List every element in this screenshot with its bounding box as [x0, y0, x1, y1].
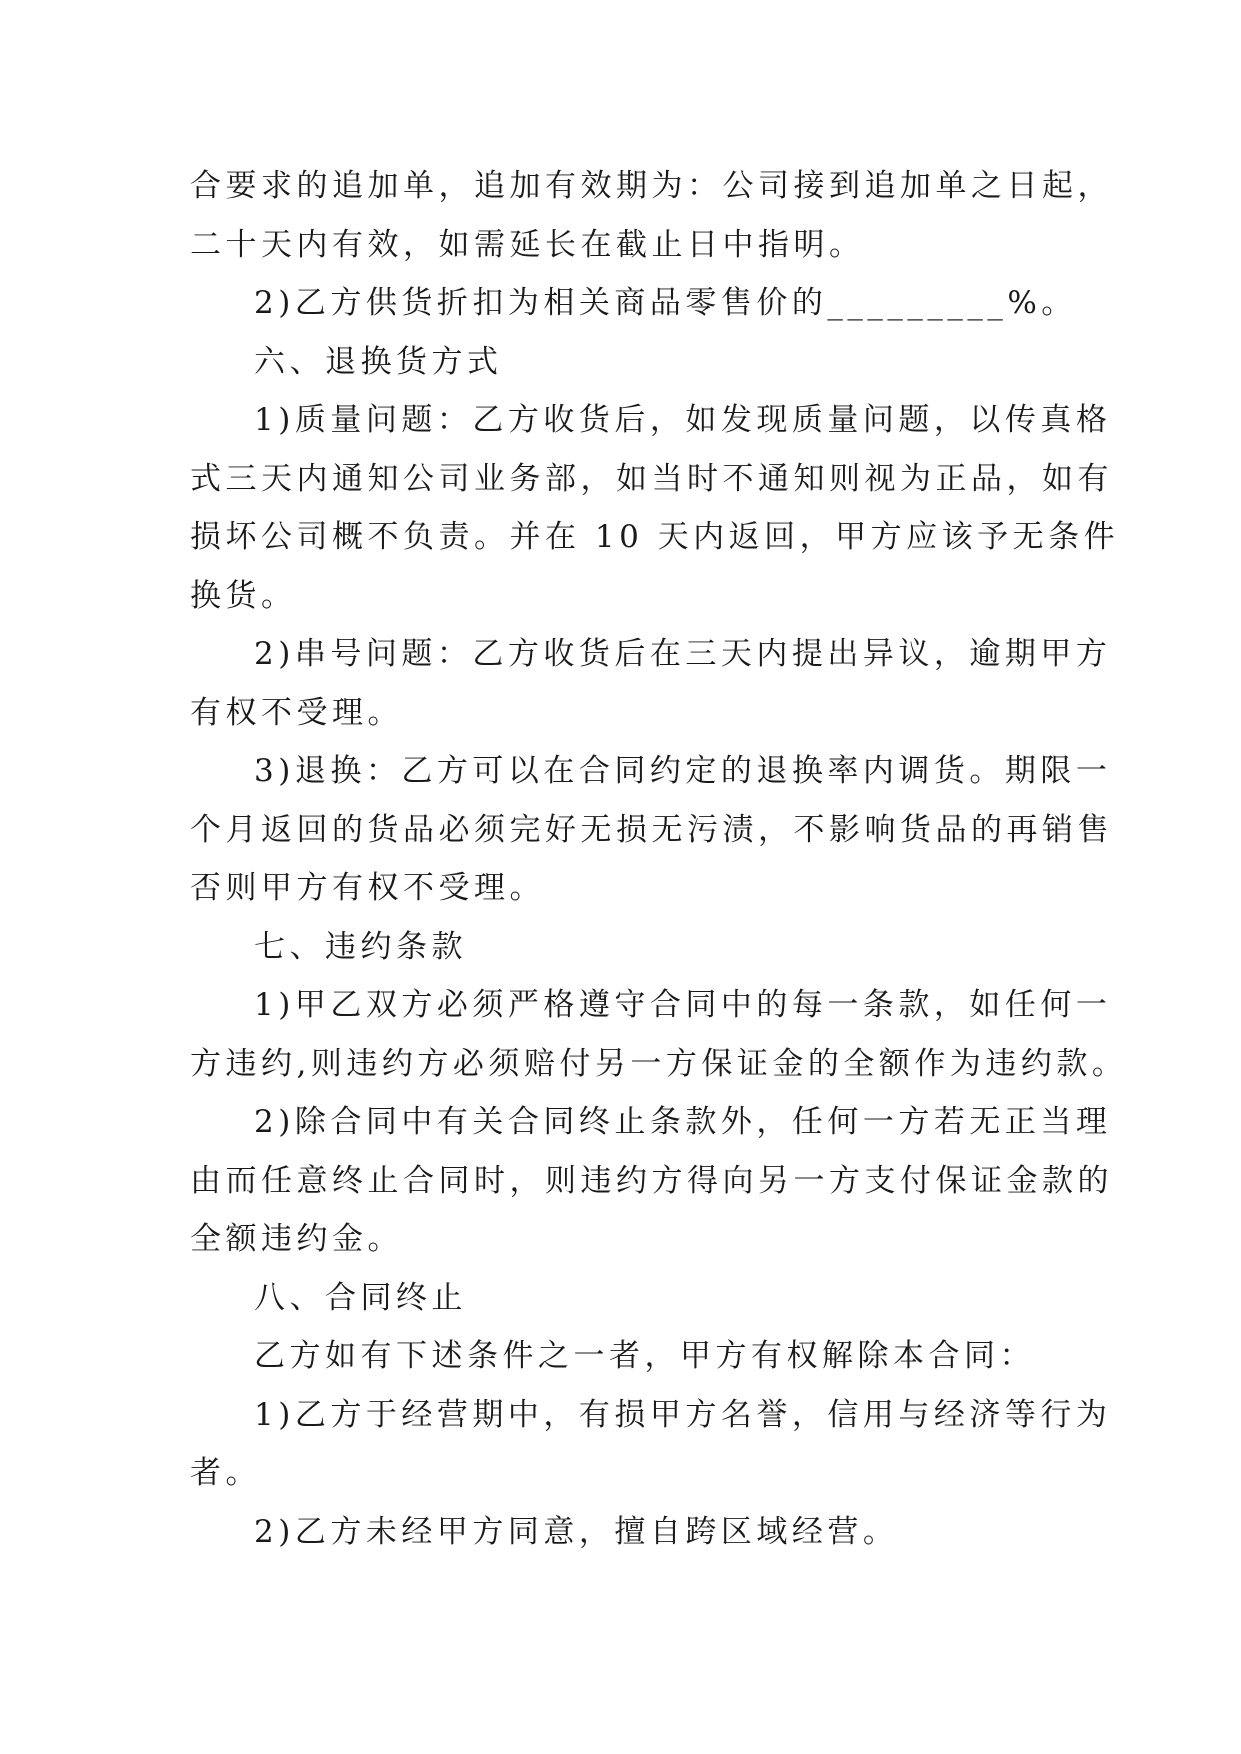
text-line: 由而任意终止合同时，则违约方得向另一方支付保证金款的 [190, 1162, 1113, 1199]
text-line: 2)串号问题：乙方收货后在三天内提出异议，逾期甲方 [254, 636, 1112, 672]
text-line: 否则甲方有权不受理。 [190, 870, 545, 906]
text-line: 二十天内有效，如需延长在截止日中指明。 [190, 226, 865, 263]
text-line: 3)退换：乙方可以在合同约定的退换率内调货。期限一 [254, 753, 1112, 789]
text-line: 个月返回的货品必须完好无损无污渍，不影响货品的再销售 [190, 811, 1113, 848]
text-line: 2)除合同中有关合同终止条款外，任何一方若无正当理 [254, 1104, 1112, 1140]
text-line: 者。 [190, 1455, 261, 1491]
text-line: 乙方如有下述条件之一者，甲方有权解除本合同： [254, 1338, 1035, 1374]
text-line: 2)乙方未经甲方同意，擅自跨区域经营。 [254, 1513, 899, 1550]
section-heading: 七、违约条款 [254, 928, 467, 965]
text-line: 损坏公司概不负责。并在 10 天内返回，甲方应该予无条件 [190, 519, 1120, 555]
text-line: 合要求的追加单，追加有效期为：公司接到追加单之日起， [190, 168, 1113, 204]
text-line: 2)乙方供货折扣为相关商品零售价的_________%。 [254, 285, 1077, 321]
text-line: 1)乙方于经营期中，有损甲方名誉，信用与经济等行为 [254, 1396, 1112, 1433]
section-heading: 六、退换货方式 [254, 343, 503, 380]
document-body [190, 157, 1128, 1561]
text-line: 换货。 [190, 577, 297, 614]
text-line: 式三天内通知公司业务部，如当时不通知则视为正品，如有 [190, 460, 1113, 497]
section-heading: 八、合同终止 [254, 1279, 467, 1316]
text-line: 1)甲乙双方必须严格遵守合同中的每一条款，如任何一 [254, 987, 1112, 1023]
text-line: 方违约,则违约方必须赔付另一方保证金的全额作为违约款。 [190, 1045, 1128, 1082]
text-line: 全额违约金。 [190, 1221, 403, 1257]
text-line: 1)质量问题：乙方收货后，如发现质量问题，以传真格 [254, 402, 1112, 438]
text-line: 有权不受理。 [190, 694, 403, 731]
